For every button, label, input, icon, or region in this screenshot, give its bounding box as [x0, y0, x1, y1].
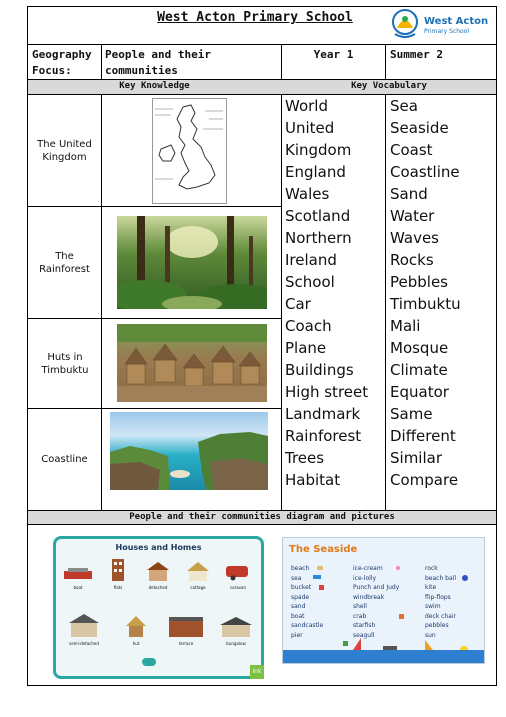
- seaside-words-col3: rock beach ball kite flip-flops swim deck chair pebbles sun: [425, 565, 457, 639]
- vocab-word: Water: [390, 207, 435, 225]
- vocab-word: Plane: [285, 339, 327, 357]
- school-logo: [390, 8, 494, 42]
- vocab-word: Landmark: [285, 405, 361, 423]
- vocab-word: Climate: [390, 361, 448, 379]
- houses-poster-title: Houses and Homes: [115, 543, 202, 552]
- knowledge-label-coastline: Coastline: [41, 454, 88, 465]
- vocab-word: Different: [390, 427, 456, 445]
- vocab-word: Mosque: [390, 339, 449, 357]
- house-item-cottage: cottage: [180, 561, 216, 590]
- vocab-word: Same: [390, 405, 433, 423]
- topic-title: People and their communities: [105, 48, 211, 77]
- vocab-word: Coast: [390, 141, 433, 159]
- house-item-bungalow: bungalow: [214, 615, 258, 646]
- vocab-word: Northern: [285, 229, 352, 247]
- uk-map-image: [152, 98, 227, 204]
- vocab-word: World: [285, 97, 328, 115]
- vocab-word: Car: [285, 295, 311, 313]
- vocab-word: Sand: [390, 185, 428, 203]
- knowledge-label-rainforest: The Rainforest: [39, 250, 90, 275]
- knowledge-label-uk: The United Kingdom: [37, 138, 92, 163]
- vocab-word: Buildings: [285, 361, 354, 379]
- houses-poster: [53, 536, 264, 679]
- knowledge-label-timbuktu: Huts in Timbuktu: [41, 351, 89, 376]
- house-item-hut: hut: [118, 615, 154, 646]
- key-knowledge-heading: Key Knowledge: [119, 81, 190, 91]
- vocab-list-left: [285, 95, 383, 491]
- logo-subtext: Primary School: [424, 28, 470, 35]
- key-vocabulary-heading: Key Vocabulary: [351, 81, 427, 91]
- vocab-word: Rainforest: [285, 427, 362, 445]
- seaside-icons: [283, 538, 485, 664]
- house-item-flats: flats: [100, 559, 136, 590]
- vocab-word: Rocks: [390, 251, 434, 269]
- house-item-boat: boat: [60, 565, 96, 590]
- vocab-word: Trees: [285, 449, 325, 467]
- diagram-heading: People and their communities diagram and pictures: [129, 512, 395, 522]
- house-item-terrace: terrace: [164, 615, 208, 646]
- vocab-word: High street: [285, 383, 369, 401]
- house-item-semi-detached: semi-detached: [62, 613, 106, 646]
- vocab-word: Compare: [390, 471, 459, 489]
- vocab-list-right: [390, 95, 494, 491]
- logo-text: West Acton: [424, 16, 489, 27]
- poster-corner-tag: ink: [250, 665, 264, 679]
- year-label: Year 1: [313, 48, 354, 61]
- vocab-word: Coastline: [390, 163, 460, 181]
- geography-focus-label: Geography Focus:: [32, 48, 92, 77]
- school-title: West Acton Primary School: [157, 10, 353, 25]
- vocab-word: Habitat: [285, 471, 341, 489]
- vocab-word: Equator: [390, 383, 449, 401]
- coastline-image: [110, 412, 268, 490]
- seaside-words-col2: ice-cream ice-lolly Punch and Judy windbreak shell crab starfish seagull: [353, 565, 400, 639]
- vocab-word: School: [285, 273, 335, 291]
- vocab-word: Wales: [285, 185, 330, 203]
- vocab-word: Kingdom: [285, 141, 352, 159]
- timbuktu-huts-image: [117, 324, 267, 402]
- seaside-poster: [282, 537, 485, 664]
- vocab-word: Scotland: [285, 207, 351, 225]
- house-item-caravan: caravan: [220, 563, 256, 590]
- rainforest-image: [117, 216, 267, 309]
- vocab-word: England: [285, 163, 346, 181]
- term-label: Summer 2: [390, 48, 443, 61]
- house-item-detached: detached: [140, 561, 176, 590]
- vocab-word: Seaside: [390, 119, 449, 137]
- twinkl-logo-icon: [142, 658, 156, 666]
- vocab-word: United: [285, 119, 335, 137]
- vocab-word: Similar: [390, 449, 442, 467]
- logo-emblem-icon: [390, 8, 420, 40]
- vocab-word: Ireland: [285, 251, 337, 269]
- vocab-word: Sea: [390, 97, 418, 115]
- vocab-word: Coach: [285, 317, 332, 335]
- vocab-word: Waves: [390, 229, 439, 247]
- seaside-poster-title: The Seaside: [289, 544, 358, 555]
- vocab-word: Mali: [390, 317, 421, 335]
- vocab-word: Pebbles: [390, 273, 448, 291]
- vocab-word: Timbuktu: [390, 295, 461, 313]
- seaside-words-col1: beach sea bucket spade sand boat sandcastle pier: [291, 565, 324, 639]
